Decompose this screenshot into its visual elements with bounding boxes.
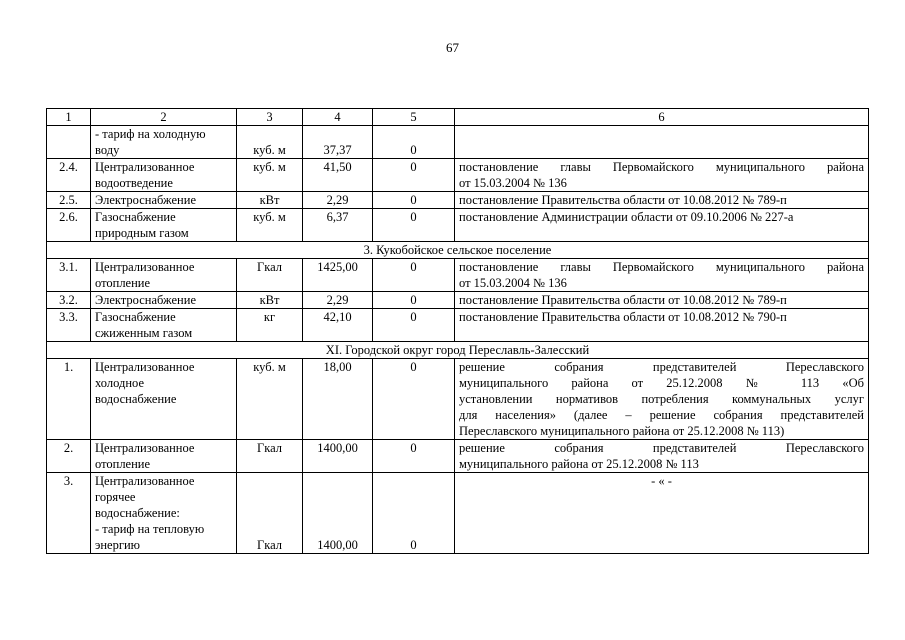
column-5-value: 0 [373,440,455,473]
service-name-line: энергию [95,538,141,552]
legal-basis-line: решение собрания представителей Переславского [459,360,864,374]
legal-basis-line: от 15.03.2004 № 136 [459,276,567,290]
table-row [47,259,869,292]
column-header: 2 [91,109,237,126]
service-name-line: сжиженным газом [95,326,193,340]
legal-basis-line: постановление главы Первомайского муниципального района [459,260,864,274]
service-name-line: - тариф на холодную [95,127,206,141]
column-5-value: 0 [373,359,455,440]
service-name-line: водоснабжение: [95,506,180,520]
legal-basis [455,359,869,440]
tariff-value: 1400,00 [303,473,373,554]
tariff-table [46,108,869,554]
service-name [91,159,237,192]
row-number: 2.6. [47,209,91,242]
section-title: 3. Кукобойское сельское поселение [47,242,869,259]
service-name-line: - тариф на тепловую [95,522,205,536]
column-5-value: 0 [373,126,455,159]
unit: кВт [237,192,303,209]
column-header: 4 [303,109,373,126]
legal-basis-line: от 15.03.2004 № 136 [459,176,567,190]
legal-basis-line: постановление Правительства области от 10.08.2012 № 789-п [459,193,787,207]
unit: куб. м [237,209,303,242]
service-name-line: природным газом [95,226,189,240]
legal-basis [455,259,869,292]
service-name [91,259,237,292]
row-number: 2.5. [47,192,91,209]
unit: Гкал [237,440,303,473]
legal-basis-line: постановление Правительства области от 10.08.2012 № 789-п [459,293,787,307]
service-name [91,126,237,159]
legal-basis-line: муниципального района от 25.12.2008 № 113 «Об [459,376,864,390]
service-name-line: горячее [95,490,136,504]
legal-basis-line: установлении нормативов потребления коммунальных услуг [459,392,864,406]
legal-basis [455,292,869,309]
unit: куб. м [237,159,303,192]
legal-basis [455,473,869,554]
legal-basis-line: решение собрания представителей Переславского [459,441,864,455]
row-number: 3.1. [47,259,91,292]
service-name-line: отопление [95,276,151,290]
tariff-table-body [47,109,869,554]
service-name [91,309,237,342]
tariff-value: 1400,00 [303,440,373,473]
tariff-value: 6,37 [303,209,373,242]
legal-basis-line: для населения» (далее – решение собрания представителей [459,408,864,422]
column-5-value: 0 [373,259,455,292]
row-number: 2.4. [47,159,91,192]
column-5-value: 0 [373,292,455,309]
tariff-value: 18,00 [303,359,373,440]
tariff-value: 1425,00 [303,259,373,292]
legal-basis-line: - « - [651,474,672,488]
unit: кг [237,309,303,342]
unit: Гкал [237,259,303,292]
service-name-line: Централизованное [95,474,195,488]
row-number: 3. [47,473,91,554]
service-name [91,359,237,440]
service-name [91,292,237,309]
service-name-line: Газоснабжение [95,310,176,324]
column-5-value: 0 [373,309,455,342]
service-name-line: воду [95,143,120,157]
column-header: 6 [455,109,869,126]
page-number: 67 [446,40,459,55]
tariff-value: 2,29 [303,192,373,209]
legal-basis-line: постановление Администрации области от 09.10.2006 № 227-а [459,210,794,224]
legal-basis [455,192,869,209]
row-number: 2. [47,440,91,473]
row-number [47,126,91,159]
table-row [47,126,869,159]
service-name-line: Электроснабжение [95,293,196,307]
table-row [47,292,869,309]
table-row [47,359,869,440]
unit: куб. м [237,359,303,440]
service-name-line: Централизованное [95,441,195,455]
service-name [91,473,237,554]
row-number: 3.2. [47,292,91,309]
service-name [91,209,237,242]
column-5-value: 0 [373,209,455,242]
section-title: XI. Городской округ город Переславль-Залесский [47,342,869,359]
service-name-line: Газоснабжение [95,210,176,224]
column-header: 1 [47,109,91,126]
service-name-line: отопление [95,457,151,471]
tariff-value: 2,29 [303,292,373,309]
service-name-line: Централизованное [95,360,195,374]
legal-basis [455,309,869,342]
column-5-value: 0 [373,473,455,554]
section-row [47,242,869,259]
unit: куб. м [237,126,303,159]
service-name-line: холодное [95,376,144,390]
row-number: 3.3. [47,309,91,342]
column-header: 5 [373,109,455,126]
service-name [91,192,237,209]
legal-basis-line: Переславского муниципального района от 25.12.2008 № 113) [459,424,785,438]
legal-basis-line: муниципального района от 25.12.2008 № 113 [459,457,699,471]
table-row [47,473,869,554]
table-row [47,159,869,192]
service-name-line: водоотведение [95,176,173,190]
row-number: 1. [47,359,91,440]
section-row [47,342,869,359]
service-name-line: Централизованное [95,160,195,174]
table-row [47,309,869,342]
service-name-line: Централизованное [95,260,195,274]
table-header-row [47,109,869,126]
legal-basis [455,159,869,192]
tariff-value: 42,10 [303,309,373,342]
legal-basis [455,126,869,159]
tariff-value: 37,37 [303,126,373,159]
column-5-value: 0 [373,159,455,192]
column-header: 3 [237,109,303,126]
table-row [47,209,869,242]
table-row [47,440,869,473]
legal-basis-line: постановление главы Первомайского муниципального района [459,160,864,174]
service-name-line: водоснабжение [95,392,177,406]
service-name [91,440,237,473]
legal-basis [455,209,869,242]
legal-basis [455,440,869,473]
column-5-value: 0 [373,192,455,209]
service-name-line: Электроснабжение [95,193,196,207]
unit: Гкал [237,473,303,554]
table-row [47,192,869,209]
legal-basis-line: постановление Правительства области от 10.08.2012 № 790-п [459,310,787,324]
unit: кВт [237,292,303,309]
tariff-value: 41,50 [303,159,373,192]
